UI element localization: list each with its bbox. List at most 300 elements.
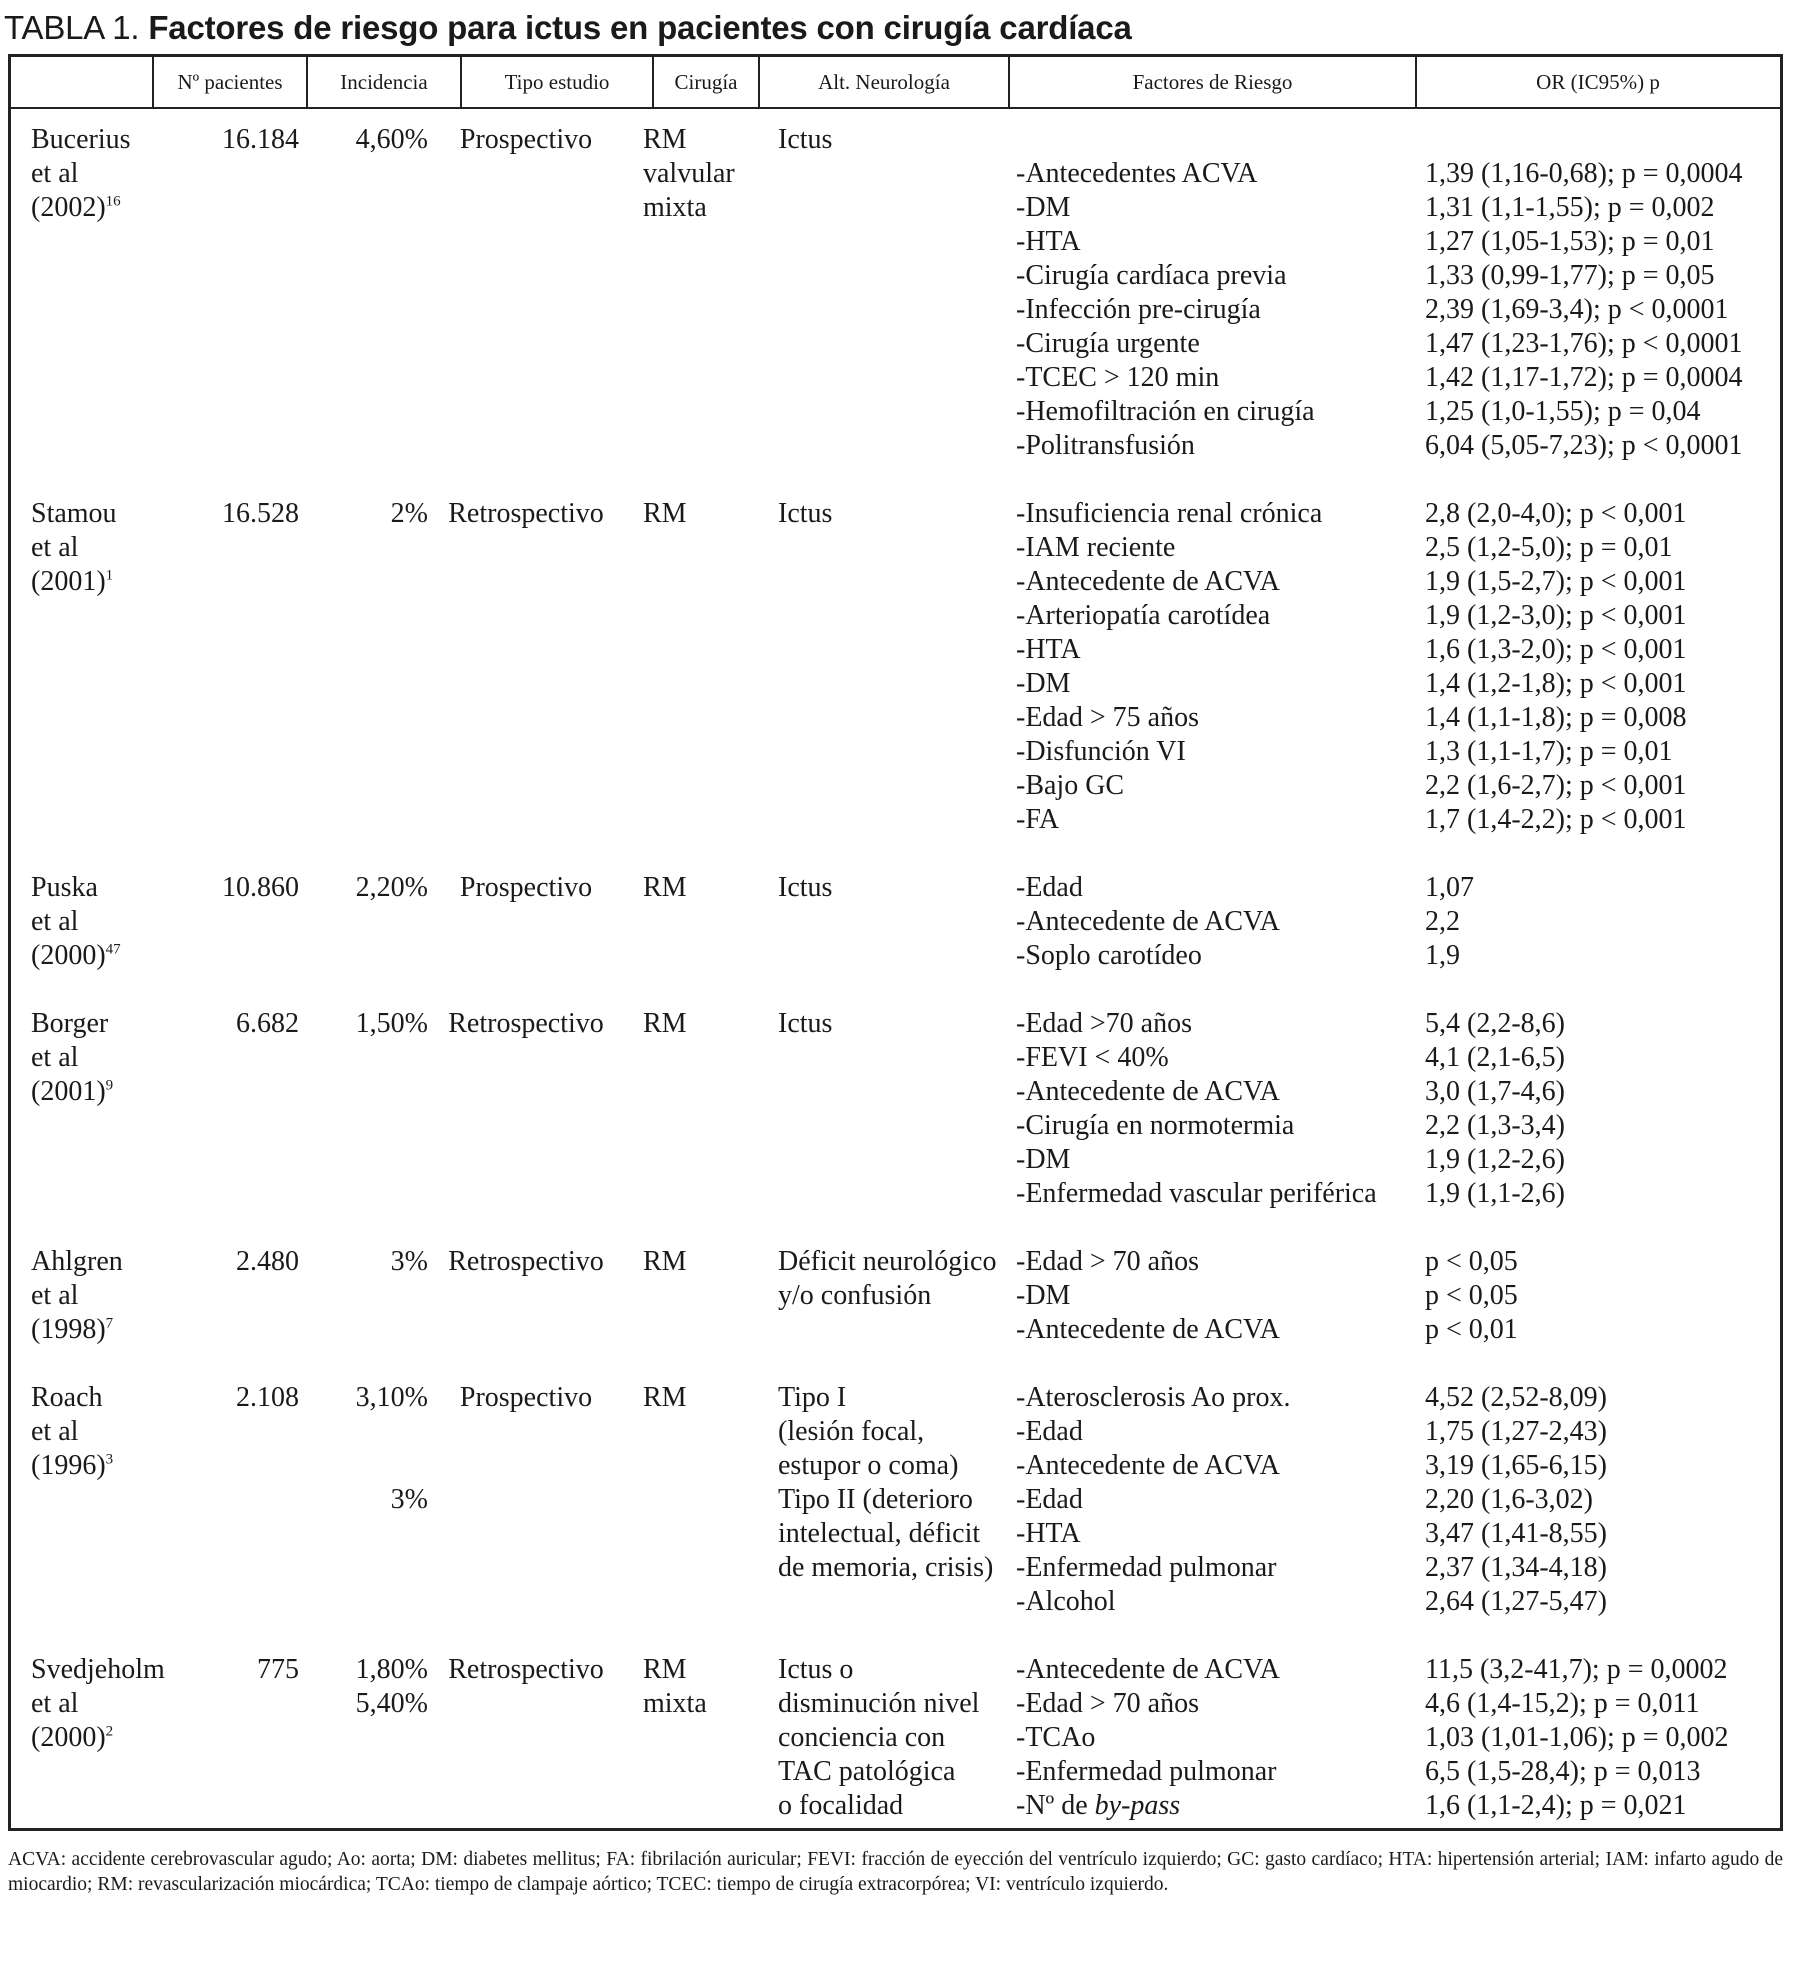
odds-ratio-list-line <box>1425 1585 1780 1619</box>
odds-ratio-list-line <box>1425 667 1780 701</box>
neuro-alteration-line <box>778 1721 1018 1755</box>
neuro-alteration-text: Ictus o <box>778 1654 854 1685</box>
risk-factor-list-line <box>1016 1041 1426 1075</box>
risk-factor-list-text: -Insuficiencia renal crónica <box>1016 498 1323 529</box>
risk-factor-list-text: -Politransfusión <box>1016 430 1195 461</box>
risk-factor-list <box>1016 123 1426 463</box>
odds-ratio-list-text: 1,03 (1,01-1,06); p = 0,002 <box>1425 1722 1729 1753</box>
study-citation-line <box>31 1313 181 1347</box>
patient-count <box>119 871 299 905</box>
risk-factor-list-line <box>1016 667 1426 701</box>
risk-factor-list-line <box>1016 1143 1426 1177</box>
risk-factor-list-line <box>1016 1653 1426 1687</box>
risk-factor-list-text: -IAM reciente <box>1016 532 1176 563</box>
reference-number: 47 <box>105 941 121 958</box>
odds-ratio-list-line <box>1425 327 1780 361</box>
neuro-alteration-text: Ictus <box>778 124 833 155</box>
neuro-alteration-line <box>778 1551 1018 1585</box>
risk-factor-list-line <box>1016 701 1426 735</box>
odds-ratio-list-text: 1,75 (1,27-2,43) <box>1425 1416 1607 1447</box>
study-type-text: Retrospectivo <box>448 498 604 529</box>
odds-ratio-list-text: 6,04 (5,05-7,23); p < 0,0001 <box>1425 430 1743 461</box>
study-citation-text: (2000) <box>31 940 106 971</box>
odds-ratio-list <box>1425 123 1780 463</box>
risk-factor-list-text: -Antecedente de ACVA <box>1016 906 1280 937</box>
incidence-value-text: 4,60% <box>355 124 428 155</box>
incidence-value-text: 2% <box>390 498 428 529</box>
neuro-alteration-text: intelectual, déficit <box>778 1518 981 1549</box>
odds-ratio-list-text: 1,47 (1,23-1,76); p < 0,0001 <box>1425 328 1743 359</box>
risk-factor-table <box>8 54 1783 1831</box>
odds-ratio-list-line <box>1425 565 1780 599</box>
risk-factor-list-line <box>1016 429 1426 463</box>
incidence-value-line <box>301 1449 428 1483</box>
odds-ratio-list-line <box>1425 939 1780 973</box>
study-type-text: Prospectivo <box>459 124 593 155</box>
surgery-type <box>643 1381 763 1415</box>
risk-factor-list-line <box>1016 1279 1426 1313</box>
neuro-alteration-text: Tipo II (deterioro <box>778 1484 973 1515</box>
study-type-text: Retrospectivo <box>448 1246 604 1277</box>
study-citation-text: et al <box>31 1042 79 1073</box>
surgery-type <box>643 871 763 905</box>
study-citation-text: Ahlgren <box>31 1246 123 1277</box>
study-citation-text: Puska <box>31 872 98 903</box>
odds-ratio-list-line <box>1425 1449 1780 1483</box>
odds-ratio-list-line <box>1425 1789 1780 1823</box>
patient-count-line <box>119 871 299 905</box>
surgery-type-line <box>643 1653 763 1687</box>
risk-factor-list-line <box>1016 871 1426 905</box>
reference-number: 2 <box>105 1723 114 1740</box>
study-type <box>435 871 617 905</box>
risk-factor-list-line <box>1016 1517 1426 1551</box>
risk-factor-list-line <box>1016 1721 1426 1755</box>
odds-ratio-list-line <box>1425 531 1780 565</box>
neuro-alteration-text: conciencia con <box>778 1722 946 1753</box>
incidence-value <box>301 1007 428 1041</box>
risk-factor-list-text: -Cirugía en normotermia <box>1016 1110 1295 1141</box>
surgery-type-text: valvular <box>643 158 735 189</box>
odds-ratio-list-text: 2,37 (1,34-4,18) <box>1425 1552 1607 1583</box>
incidence-value-text: 1,50% <box>355 1008 428 1039</box>
odds-ratio-list-text: 1,9 (1,2-3,0); p < 0,001 <box>1425 600 1687 631</box>
odds-ratio-list-text: 1,33 (0,99-1,77); p = 0,05 <box>1425 260 1715 291</box>
surgery-type-line <box>643 191 763 225</box>
neuro-alteration-line <box>778 1517 1018 1551</box>
neuro-alteration-text: (lesión focal, <box>778 1416 925 1447</box>
risk-factor-list <box>1016 497 1426 837</box>
risk-factor-list-text: -Cirugía cardíaca previa <box>1016 260 1287 291</box>
odds-ratio-list-line <box>1425 735 1780 769</box>
study-citation-text: (2001) <box>31 566 106 597</box>
risk-factor-list-line <box>1016 1585 1426 1619</box>
study-type-line <box>435 1653 617 1687</box>
study-citation-text: (2002) <box>31 192 106 223</box>
study-type-line <box>435 1245 617 1279</box>
patient-count-text: 775 <box>257 1654 299 1685</box>
surgery-type-text: RM <box>643 1382 687 1413</box>
risk-factor-list-text: -DM <box>1016 1280 1071 1311</box>
risk-factor-list-line <box>1016 1109 1426 1143</box>
surgery-type-text: RM <box>643 1246 687 1277</box>
risk-factor-list-line <box>1016 1245 1426 1279</box>
risk-factor-list-line <box>1016 803 1426 837</box>
patient-count-line <box>119 497 299 531</box>
odds-ratio-list-text: 1,25 (1,0-1,55); p = 0,04 <box>1425 396 1701 427</box>
patient-count-text: 10.860 <box>222 872 299 903</box>
risk-factor-list-text: -Edad > 70 años <box>1016 1688 1199 1719</box>
patient-count <box>119 1653 299 1687</box>
patient-count <box>119 1381 299 1415</box>
risk-factor-list-text: -DM <box>1016 668 1071 699</box>
study-citation-line <box>31 1687 181 1721</box>
risk-factor-list-text: -DM <box>1016 1144 1071 1175</box>
neuro-alteration <box>778 871 1018 905</box>
study-type <box>435 1381 617 1415</box>
risk-factor-list-line <box>1016 769 1426 803</box>
study-citation-line <box>31 1041 181 1075</box>
risk-factor-list-line <box>1016 157 1426 191</box>
study-type <box>435 1653 617 1687</box>
risk-factor-list-line <box>1016 1551 1426 1585</box>
neuro-alteration-text: Ictus <box>778 872 833 903</box>
neuro-alteration <box>778 1245 1018 1313</box>
study-citation-text: Stamou <box>31 498 117 529</box>
reference-number: 7 <box>105 1315 114 1332</box>
header-column-divider <box>652 57 654 109</box>
study-type-text: Retrospectivo <box>448 1008 604 1039</box>
surgery-type <box>643 1245 763 1279</box>
patient-count-text: 16.184 <box>222 124 299 155</box>
study-citation-line <box>31 939 181 973</box>
odds-ratio-list-line <box>1425 259 1780 293</box>
study-type-line <box>435 1007 617 1041</box>
header-blank <box>11 57 153 107</box>
study-type-line <box>435 1381 617 1415</box>
odds-ratio-list-text: 11,5 (3,2-41,7); p = 0,0002 <box>1425 1654 1728 1685</box>
risk-factor-list-text: -Edad <box>1016 1416 1083 1447</box>
neuro-alteration-text: Déficit neurológico <box>778 1246 997 1277</box>
risk-factor-list-line <box>1016 225 1426 259</box>
neuro-alteration-line <box>778 1449 1018 1483</box>
odds-ratio-list-line <box>1425 395 1780 429</box>
risk-factor-list-text: -Bajo GC <box>1016 770 1125 801</box>
table-title-text: Factores de riesgo para ictus en pacientes con cirugía cardíaca <box>148 9 1132 46</box>
patient-count-line <box>119 1007 299 1041</box>
reference-number: 3 <box>105 1451 114 1468</box>
risk-factor-list-text: -Edad <box>1016 872 1083 903</box>
risk-factor-list-text: -DM <box>1016 192 1071 223</box>
study-citation-line <box>31 565 181 599</box>
odds-ratio-list-line <box>1425 803 1780 837</box>
neuro-alteration-line <box>778 1687 1018 1721</box>
odds-ratio-list-line <box>1425 1075 1780 1109</box>
table-title <box>4 4 1132 52</box>
incidence-value-text: 2,20% <box>355 872 428 903</box>
italic-term: by-pass <box>1094 1790 1181 1821</box>
neuro-alteration-text: y/o confusión <box>778 1280 932 1311</box>
patient-count-line <box>119 1245 299 1279</box>
neuro-alteration-line <box>778 1789 1018 1823</box>
risk-factor-list-line <box>1016 1687 1426 1721</box>
risk-factor-list-line <box>1016 939 1426 973</box>
odds-ratio-list <box>1425 1007 1780 1211</box>
risk-factor-list-text: -Antecedente de ACVA <box>1016 1450 1280 1481</box>
study-citation-text: (2000) <box>31 1722 106 1753</box>
odds-ratio-list <box>1425 497 1780 837</box>
odds-ratio-list-line <box>1425 293 1780 327</box>
odds-ratio-list-line <box>1425 1687 1780 1721</box>
odds-ratio-list-line <box>1425 361 1780 395</box>
risk-factor-list-line <box>1016 361 1426 395</box>
study-type <box>435 1245 617 1279</box>
study-citation-text: et al <box>31 158 79 189</box>
study-citation-line <box>31 157 181 191</box>
risk-factor-list-line <box>1016 1483 1426 1517</box>
odds-ratio-list-text: 6,5 (1,5-28,4); p = 0,013 <box>1425 1756 1701 1787</box>
incidence-value-line <box>301 1007 428 1041</box>
risk-factor-list-text: -Hemofiltración en cirugía <box>1016 396 1315 427</box>
header-column-divider <box>306 57 308 109</box>
odds-ratio-list-line <box>1425 123 1780 157</box>
odds-ratio-list-text: 1,3 (1,1-1,7); p = 0,01 <box>1425 736 1673 767</box>
surgery-type-line <box>643 497 763 531</box>
surgery-type <box>643 123 763 225</box>
incidence-value <box>301 497 428 531</box>
study-citation-text: et al <box>31 532 79 563</box>
odds-ratio-list-line <box>1425 1313 1780 1347</box>
study-type-text: Retrospectivo <box>448 1654 604 1685</box>
incidence-value-line <box>301 497 428 531</box>
risk-factor-list-line <box>1016 735 1426 769</box>
incidence-value-line <box>301 1653 428 1687</box>
risk-factor-list-text: -FA <box>1016 804 1060 835</box>
risk-factor-list <box>1016 871 1426 973</box>
header-cirugia: Cirugía <box>674 70 738 94</box>
neuro-alteration-line <box>778 871 1018 905</box>
study-citation-text: Svedjeholm <box>31 1654 165 1685</box>
odds-ratio-list-line <box>1425 225 1780 259</box>
incidence-value-line <box>301 1483 428 1517</box>
risk-factor-list-line <box>1016 1007 1426 1041</box>
risk-factor-list-line <box>1016 497 1426 531</box>
risk-factor-list-line <box>1016 1755 1426 1789</box>
risk-factor-list-text: -HTA <box>1016 634 1081 665</box>
study-type <box>435 1007 617 1041</box>
neuro-alteration-line <box>778 1245 1018 1279</box>
odds-ratio-list-line <box>1425 1483 1780 1517</box>
odds-ratio-list-text: 1,7 (1,4-2,2); p < 0,001 <box>1425 804 1687 835</box>
odds-ratio-list-line <box>1425 1415 1780 1449</box>
risk-factor-list <box>1016 1007 1426 1211</box>
risk-factor-list-line <box>1016 395 1426 429</box>
surgery-type-line <box>643 1007 763 1041</box>
patient-count <box>119 1245 299 1279</box>
patient-count-text: 2.480 <box>236 1246 299 1277</box>
risk-factor-list-line <box>1016 905 1426 939</box>
odds-ratio-list-text: 1,39 (1,16-0,68); p = 0,0004 <box>1425 158 1743 189</box>
odds-ratio-list-text: 4,1 (2,1-6,5) <box>1425 1042 1565 1073</box>
neuro-alteration-text: Ictus <box>778 1008 833 1039</box>
odds-ratio-list-line <box>1425 701 1780 735</box>
study-citation-text: (2001) <box>31 1076 106 1107</box>
study-citation-line <box>31 1721 181 1755</box>
patient-count-line <box>119 123 299 157</box>
odds-ratio-list-line <box>1425 1755 1780 1789</box>
risk-factor-list-text: -Infección pre-cirugía <box>1016 294 1261 325</box>
neuro-alteration-text: Tipo I <box>778 1382 847 1413</box>
study-citation-text: Bucerius <box>31 124 131 155</box>
odds-ratio-list-line <box>1425 1721 1780 1755</box>
risk-factor-list-text: -Antecedente de ACVA <box>1016 1076 1280 1107</box>
risk-factor-list <box>1016 1381 1426 1619</box>
surgery-type-text: mixta <box>643 1688 707 1719</box>
odds-ratio-list-line <box>1425 871 1780 905</box>
header-n-pacientes: Nº pacientes <box>177 70 283 94</box>
odds-ratio-list-line <box>1425 1653 1780 1687</box>
odds-ratio-list-line <box>1425 1245 1780 1279</box>
surgery-type-line <box>643 871 763 905</box>
reference-number: 16 <box>105 193 121 210</box>
odds-ratio-list-line <box>1425 429 1780 463</box>
patient-count-text: 6.682 <box>236 1008 299 1039</box>
odds-ratio-list-text: 1,9 (1,1-2,6) <box>1425 1178 1565 1209</box>
risk-factor-list-text: -Edad >70 años <box>1016 1008 1192 1039</box>
neuro-alteration-line <box>778 1653 1018 1687</box>
risk-factor-list-text: -Antecedente de ACVA <box>1016 566 1280 597</box>
odds-ratio-list-line <box>1425 599 1780 633</box>
neuro-alteration-line <box>778 1415 1018 1449</box>
risk-factor-list-line <box>1016 1415 1426 1449</box>
patient-count <box>119 123 299 157</box>
neuro-alteration-text: de memoria, crisis) <box>778 1552 994 1583</box>
header-tipo-estudio: Tipo estudio <box>504 70 610 94</box>
neuro-alteration-text: o focalidad <box>778 1790 904 1821</box>
surgery-type-line <box>643 123 763 157</box>
neuro-alteration-line <box>778 1755 1018 1789</box>
odds-ratio-list-line <box>1425 1007 1780 1041</box>
study-citation-text: et al <box>31 906 79 937</box>
header-column-divider <box>1415 57 1417 109</box>
risk-factor-list-line <box>1016 259 1426 293</box>
risk-factor-list-text: -Alcohol <box>1016 1586 1116 1617</box>
odds-ratio-list-text: 1,9 (1,2-2,6) <box>1425 1144 1565 1175</box>
header-column-divider <box>460 57 462 109</box>
study-citation-text: et al <box>31 1416 79 1447</box>
patient-count-line <box>119 1653 299 1687</box>
risk-factor-list-text: -Antecedente de ACVA <box>1016 1654 1280 1685</box>
incidence-value-line <box>301 1245 428 1279</box>
header-column-divider <box>758 57 760 109</box>
header-alt-neurologia: Alt. Neurología <box>818 70 950 94</box>
odds-ratio-list-line <box>1425 769 1780 803</box>
study-citation-text: Borger <box>31 1008 109 1039</box>
neuro-alteration <box>778 1381 1018 1585</box>
surgery-type-line <box>643 1381 763 1415</box>
odds-ratio-list-text: 5,4 (2,2-8,6) <box>1425 1008 1565 1039</box>
risk-factor-list-text: -HTA <box>1016 1518 1081 1549</box>
neuro-alteration <box>778 123 1018 157</box>
study-citation-text: et al <box>31 1688 79 1719</box>
study-type-line <box>435 123 617 157</box>
surgery-type-line <box>643 1245 763 1279</box>
study-citation-line <box>31 905 181 939</box>
risk-factor-list-line <box>1016 293 1426 327</box>
study-type-text: Prospectivo <box>459 1382 593 1413</box>
risk-factor-list-line <box>1016 123 1426 157</box>
risk-factor-list-text: -Arteriopatía carotídea <box>1016 600 1271 631</box>
header-factores-riesgo: Factores de Riesgo <box>1132 70 1293 94</box>
risk-factor-list-line <box>1016 1381 1426 1415</box>
surgery-type-text: RM <box>643 1008 687 1039</box>
incidence-value <box>301 123 428 157</box>
neuro-alteration-line <box>778 497 1018 531</box>
risk-factor-list <box>1016 1245 1426 1347</box>
odds-ratio-list-line <box>1425 1109 1780 1143</box>
risk-factor-list-text: -Aterosclerosis Ao prox. <box>1016 1382 1291 1413</box>
risk-factor-list-line <box>1016 1075 1426 1109</box>
risk-factor-list-text: -Edad > 75 años <box>1016 702 1199 733</box>
risk-factor-list-text: -TCEC > 120 min <box>1016 362 1220 393</box>
study-citation-line <box>31 1075 181 1109</box>
neuro-alteration <box>778 1007 1018 1041</box>
risk-factor-list-text: -Antecedente de ACVA <box>1016 1314 1280 1345</box>
surgery-type-line <box>643 157 763 191</box>
neuro-alteration-line <box>778 1381 1018 1415</box>
odds-ratio-list-text: 2,5 (1,2-5,0); p = 0,01 <box>1425 532 1673 563</box>
risk-factor-list-text: -Enfermedad pulmonar <box>1016 1552 1277 1583</box>
study-type <box>435 123 617 157</box>
risk-factor-list-text: -TCAo <box>1016 1722 1096 1753</box>
risk-factor-list-line <box>1016 191 1426 225</box>
patient-count-text: 16.528 <box>222 498 299 529</box>
surgery-type-text: RM <box>643 124 687 155</box>
neuro-alteration-line <box>778 1483 1018 1517</box>
neuro-alteration-line <box>778 1007 1018 1041</box>
odds-ratio-list-text: 1,6 (1,3-2,0); p < 0,001 <box>1425 634 1687 665</box>
odds-ratio-list <box>1425 1653 1780 1823</box>
surgery-type-text: RM <box>643 1654 687 1685</box>
neuro-alteration-text: estupor o coma) <box>778 1450 959 1481</box>
risk-factor-list-text: -Antecedentes ACVA <box>1016 158 1258 189</box>
incidence-value-line <box>301 123 428 157</box>
header-column-divider <box>1008 57 1010 109</box>
odds-ratio-list-line <box>1425 497 1780 531</box>
reference-number: 1 <box>105 567 114 584</box>
odds-ratio-list-text: 1,9 (1,5-2,7); p < 0,001 <box>1425 566 1687 597</box>
odds-ratio-list-text: 3,19 (1,65-6,15) <box>1425 1450 1607 1481</box>
odds-ratio-list-text: p < 0,01 <box>1425 1314 1518 1345</box>
odds-ratio-list-line <box>1425 905 1780 939</box>
odds-ratio-list-text: 1,6 (1,1-2,4); p = 0,021 <box>1425 1790 1687 1821</box>
neuro-alteration-text: disminución nivel <box>778 1688 980 1719</box>
odds-ratio-list-text: 1,27 (1,05-1,53); p = 0,01 <box>1425 226 1715 257</box>
odds-ratio-list <box>1425 871 1780 973</box>
risk-factor-list-line <box>1016 327 1426 361</box>
header-column-divider <box>152 57 154 109</box>
risk-factor-list-line <box>1016 1449 1426 1483</box>
study-citation-text: (1998) <box>31 1314 106 1345</box>
odds-ratio-list-text: 1,42 (1,17-1,72); p = 0,0004 <box>1425 362 1743 393</box>
odds-ratio-list-text: p < 0,05 <box>1425 1246 1518 1277</box>
study-citation-line <box>31 1415 181 1449</box>
incidence-value-text: 3% <box>390 1484 428 1515</box>
odds-ratio-list <box>1425 1381 1780 1619</box>
patient-count <box>119 497 299 531</box>
incidence-value-text: 3,10% <box>355 1382 428 1413</box>
risk-factor-list-text: -Enfermedad vascular periférica <box>1016 1178 1377 1209</box>
